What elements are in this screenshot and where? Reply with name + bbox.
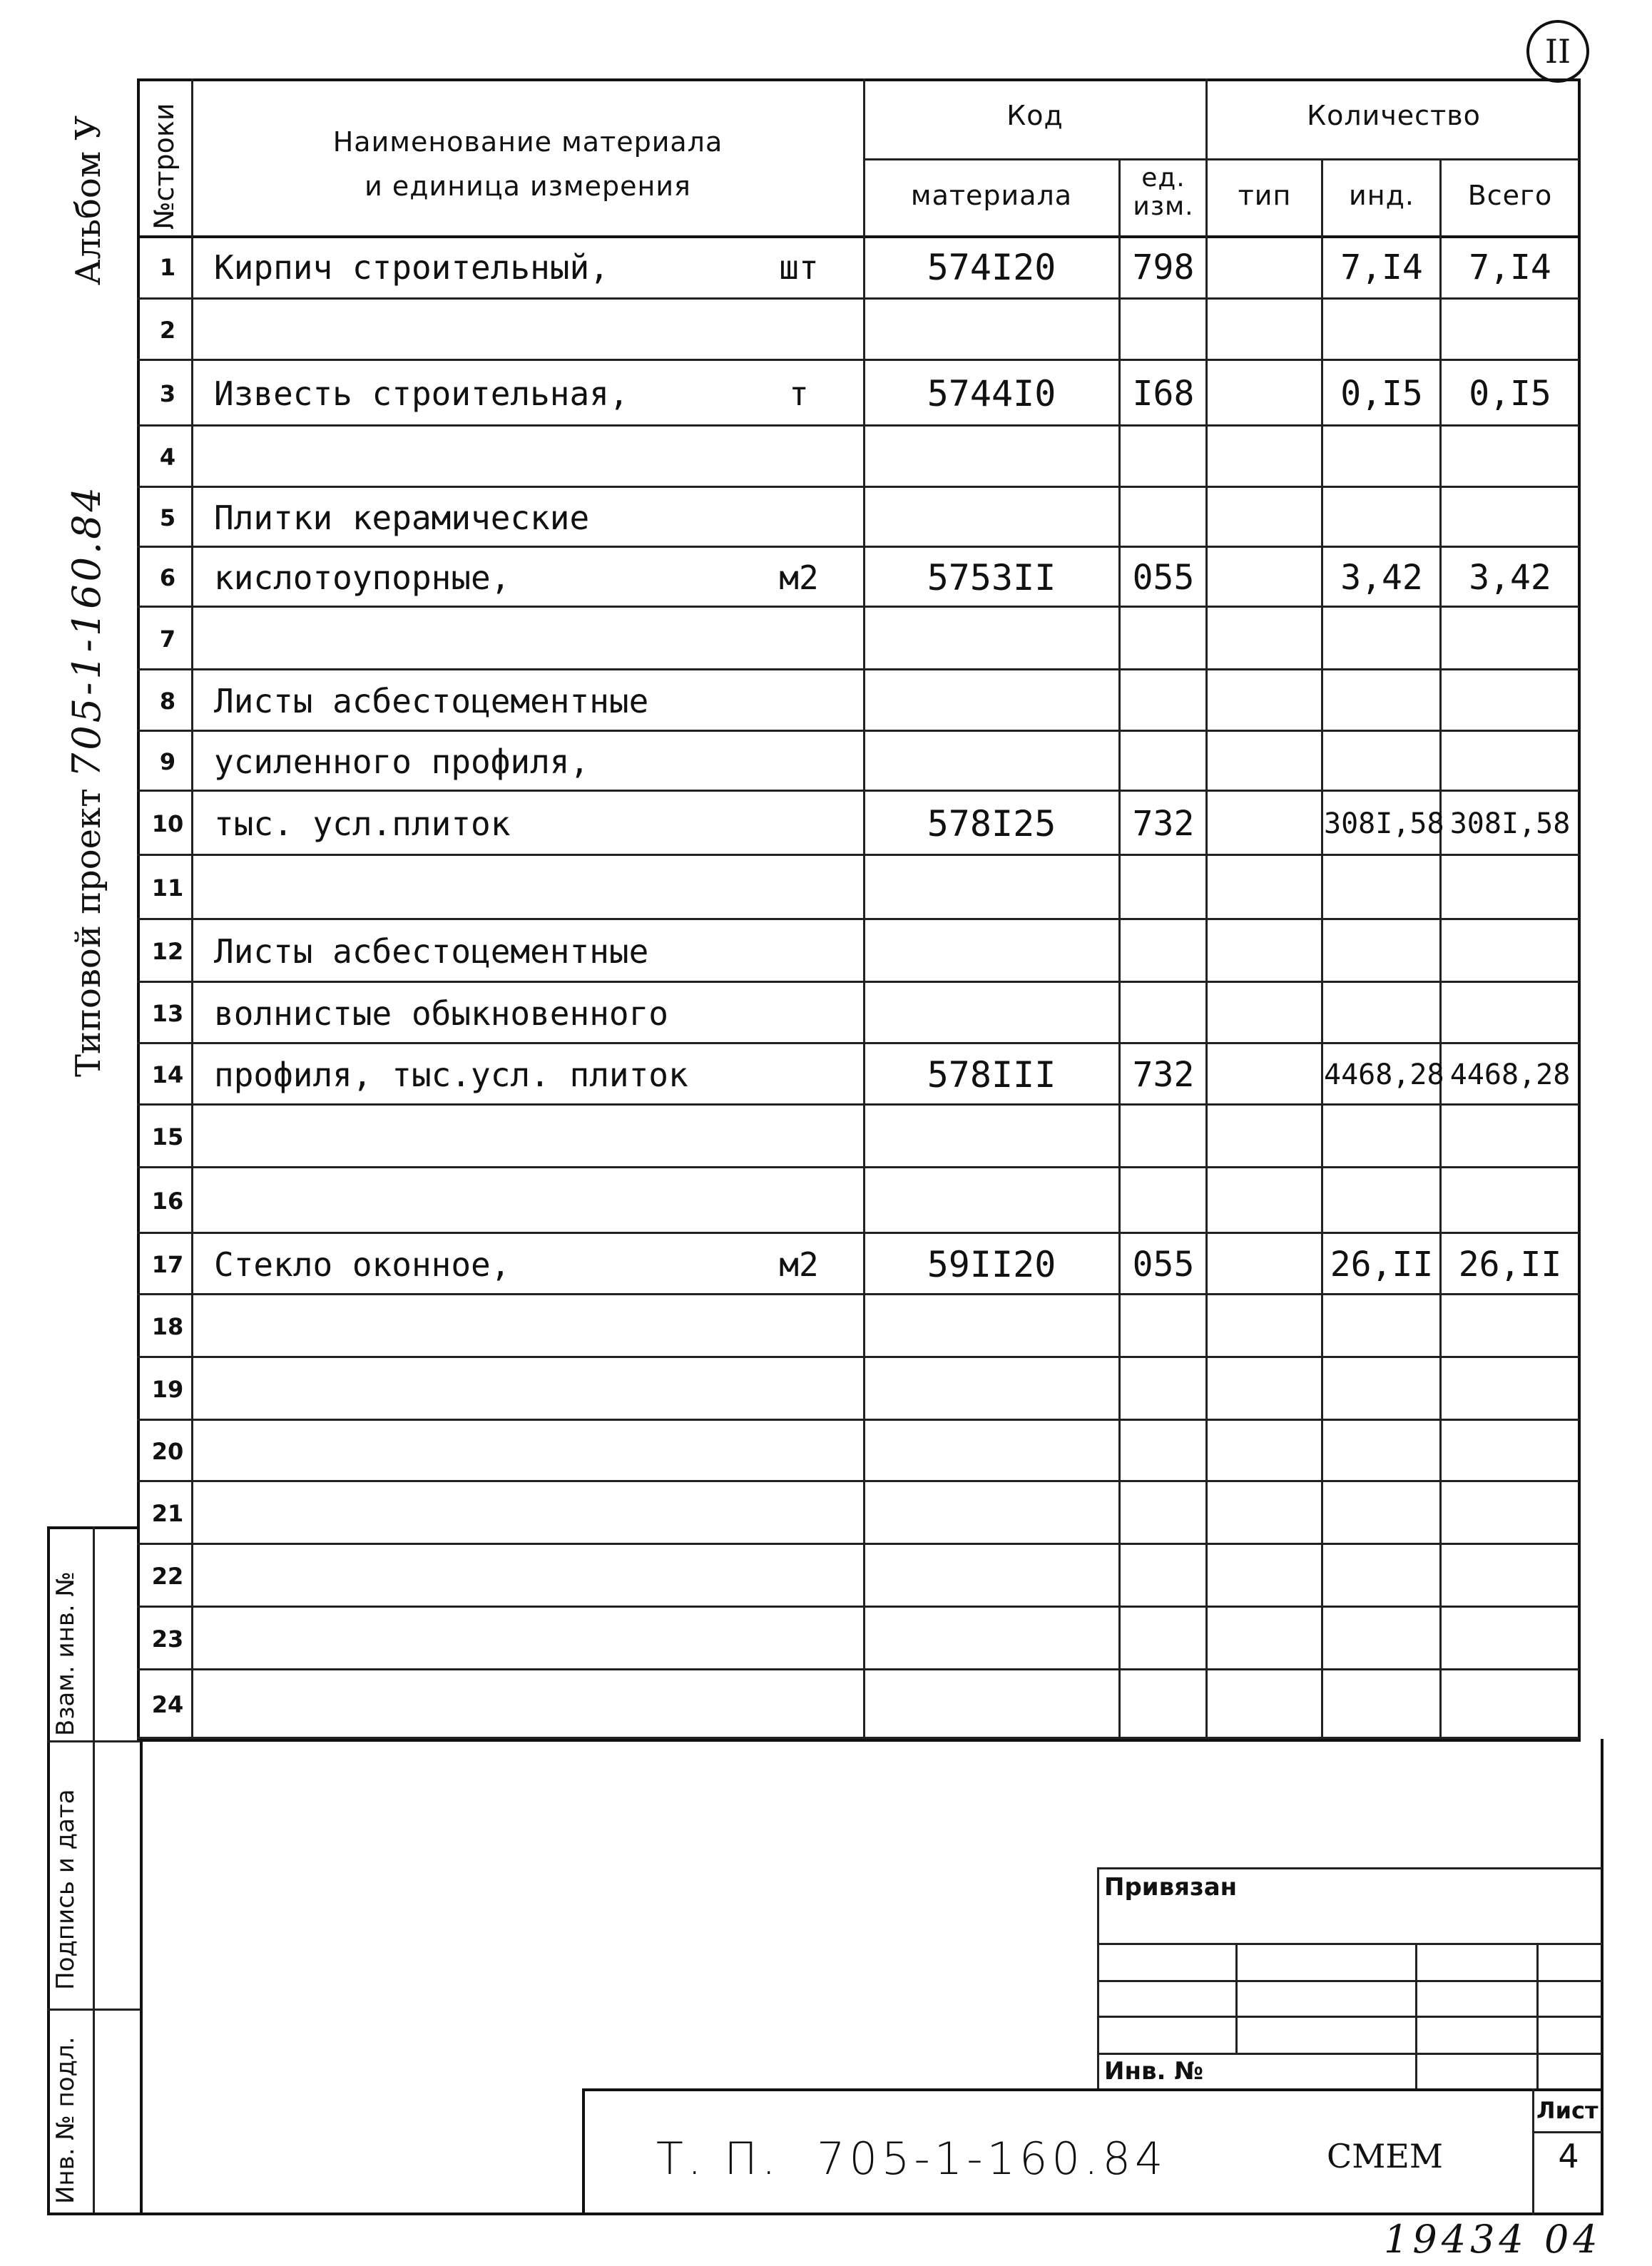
designation: Т. П. 705-1-160.84	[656, 2133, 1168, 2185]
zam-inv-label: Взам. инв. №	[51, 1571, 80, 1736]
header-row-number: №строки	[148, 103, 180, 230]
material-code: 59II20	[927, 1244, 1056, 1285]
qty-total: 26,II	[1458, 1245, 1562, 1285]
row-number: 21	[151, 1500, 184, 1527]
sheet-mark	[1526, 20, 1589, 83]
unit-code: 798	[1132, 247, 1195, 287]
material-name: Стекло оконное,	[214, 1245, 511, 1284]
row-number: 1	[159, 254, 176, 281]
row-number: 20	[151, 1438, 184, 1465]
row-number: 6	[159, 564, 176, 591]
material-unit: т	[789, 374, 809, 413]
table-row	[0, 427, 1652, 488]
doc-code: СМЕМ	[1327, 2137, 1443, 2175]
table-row	[0, 732, 1652, 792]
row-number: 17	[151, 1251, 184, 1278]
table-row	[0, 983, 1652, 1044]
unit-code: 055	[1132, 1245, 1195, 1285]
table-row	[0, 1608, 1652, 1670]
sign-date-label: Подпись и дата	[51, 1789, 80, 1990]
table-row	[0, 1044, 1652, 1106]
header-name: Наименование материала и единица измерения	[332, 126, 723, 202]
material-unit: м2	[779, 558, 819, 597]
row-number: 13	[151, 1000, 184, 1027]
row-number: 22	[151, 1563, 184, 1590]
qty-ind: 3,42	[1340, 558, 1423, 598]
header-total: Всего	[1467, 180, 1553, 211]
qty-ind: 7,I4	[1340, 247, 1423, 287]
footer-handwritten-number: 19434 04	[1384, 2217, 1602, 2262]
row-number: 12	[151, 938, 184, 965]
qty-ind: 0,I5	[1340, 374, 1423, 414]
privyazan-label: Привязан	[1104, 1873, 1238, 1902]
unit-code: 732	[1132, 1055, 1195, 1095]
qty-ind: 4468,28	[1324, 1058, 1444, 1091]
table-row	[0, 1421, 1652, 1482]
row-number: 7	[159, 626, 176, 653]
table-row	[0, 300, 1652, 361]
unit-code: I68	[1132, 374, 1195, 414]
header-material: материала	[910, 180, 1073, 211]
table-row	[0, 1482, 1652, 1545]
table-row	[0, 488, 1652, 548]
material-name: Известь строительная,	[214, 374, 629, 413]
table-row	[0, 1168, 1652, 1234]
project-label: Типовой проект	[68, 788, 108, 1077]
table-row	[0, 1670, 1652, 1739]
table-row	[0, 361, 1652, 427]
header-ind: инд.	[1349, 180, 1414, 211]
row-number: 23	[151, 1626, 184, 1653]
row-number: 24	[151, 1691, 184, 1718]
table-row	[0, 548, 1652, 608]
sheet-mark-text: II	[1544, 32, 1571, 71]
row-number: 2	[159, 317, 176, 344]
material-name: Плитки керамические	[214, 499, 590, 537]
table-row	[0, 608, 1652, 670]
qty-total: 7,I4	[1469, 247, 1551, 287]
row-number: 14	[151, 1061, 184, 1088]
table-row	[0, 235, 1652, 300]
sheet-number: 4	[1558, 2137, 1579, 2175]
table-row	[0, 1545, 1652, 1608]
row-number: 3	[159, 380, 176, 407]
row-number: 5	[159, 504, 176, 531]
material-name: Листы асбестоцементные	[214, 932, 649, 971]
project-number-handwritten: 705-1-160.84	[64, 484, 109, 777]
material-name: волнистые обыкновенного	[214, 994, 668, 1033]
material-code: 5753II	[927, 557, 1056, 598]
table-row	[0, 1295, 1652, 1358]
header-type: тип	[1238, 180, 1292, 211]
unit-code: 055	[1132, 558, 1195, 598]
unit-code: 732	[1132, 804, 1195, 844]
qty-total: 0,I5	[1469, 374, 1551, 414]
material-name: Листы асбестоцементные	[214, 682, 649, 720]
row-number: 8	[159, 688, 176, 715]
table-row	[0, 792, 1652, 856]
material-unit: шт	[779, 248, 819, 287]
material-code: 578I25	[927, 803, 1056, 844]
table-row	[0, 856, 1652, 920]
material-name: Кирпич строительный,	[214, 248, 609, 287]
row-number: 18	[151, 1313, 184, 1340]
table-row	[0, 1358, 1652, 1421]
qty-ind: 308I,58	[1324, 807, 1444, 840]
table-row	[0, 670, 1652, 732]
row-number: 16	[151, 1188, 184, 1215]
header-code: Код	[1006, 100, 1064, 131]
row-number: 11	[151, 874, 184, 902]
qty-total: 3,42	[1469, 558, 1551, 598]
row-number: 15	[151, 1123, 184, 1150]
table-row	[0, 1234, 1652, 1295]
qty-total: 308I,58	[1449, 807, 1571, 840]
album-label: Альбом У	[68, 115, 108, 285]
table-row	[0, 920, 1652, 983]
material-name: кислотоупорные,	[214, 558, 511, 597]
header-unit: ед. изм.	[1133, 163, 1194, 221]
material-code: 574I20	[927, 247, 1056, 288]
material-name: тыс. усл.плиток	[214, 805, 511, 843]
qty-ind: 26,II	[1330, 1245, 1434, 1285]
material-code: 5744I0	[927, 373, 1056, 414]
material-unit: м2	[779, 1245, 819, 1284]
inv-no-label: Инв. №	[1104, 2057, 1204, 2086]
table-row	[0, 1106, 1652, 1168]
sheet-label: Лист	[1536, 2097, 1599, 2124]
material-code: 578III	[927, 1054, 1056, 1096]
row-number: 9	[159, 748, 176, 775]
qty-total: 4468,28	[1449, 1058, 1571, 1091]
material-name: профиля, тыс.усл. плиток	[214, 1056, 688, 1094]
inv-podl-label: Инв. № подл.	[51, 2036, 80, 2204]
material-name: усиленного профиля,	[214, 742, 590, 781]
row-number: 10	[151, 810, 184, 837]
row-number: 19	[151, 1376, 184, 1403]
row-number: 4	[159, 444, 176, 471]
header-quantity: Количество	[1307, 100, 1481, 131]
